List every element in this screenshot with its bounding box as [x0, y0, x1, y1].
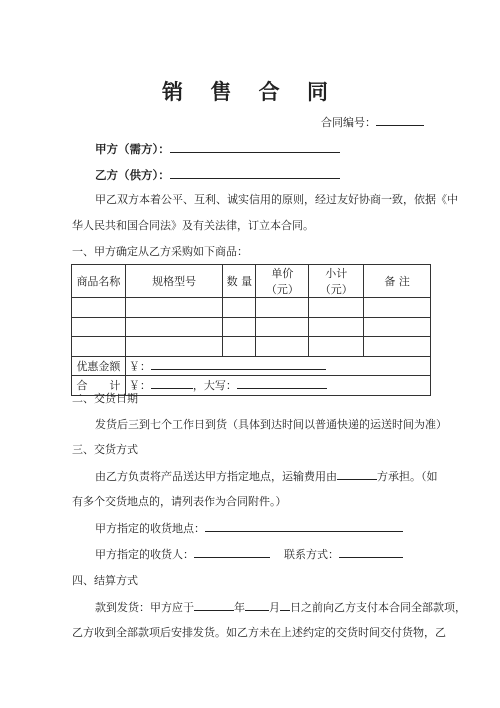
- header-product-name: 商品名称: [72, 265, 126, 298]
- section-3-line-2: 有多个交货地点的，请列表作为合同附件。）: [72, 495, 287, 508]
- total-label: 合 计: [72, 376, 126, 396]
- delivery-place-label: 甲方指定的收货地点：: [95, 522, 205, 535]
- document-title: 销 售 合 同: [162, 79, 338, 104]
- discount-prefix: ￥：: [128, 359, 151, 373]
- header-quantity: 数 量: [223, 265, 256, 298]
- total-value: [125, 376, 430, 396]
- section-4-title: 四、结算方式: [72, 574, 138, 587]
- contact-blank: [339, 545, 403, 558]
- total-prefix: ￥：: [128, 379, 151, 393]
- month-blank: [245, 598, 269, 611]
- discount-row: [72, 356, 431, 376]
- discount-value: [125, 356, 430, 376]
- party-b-line: [95, 166, 340, 183]
- intro-line-1: 甲乙双方本着公平、互利、诚实信用的原则，经过友好协商一致，依据《中: [95, 193, 458, 206]
- party-a-line: [95, 140, 340, 157]
- section-4-line-1: [95, 598, 466, 615]
- month-label: 月: [269, 601, 280, 614]
- section-2-text: 发货后三到七个工作日到货（具体到达时间以普通快递的运送时间为准）: [95, 418, 447, 431]
- discount-label: 优惠金额: [72, 356, 126, 376]
- section-4-line-2: 乙方收到全部款项后安排发货。如乙方未在上述约定的交货时间交付货物，乙: [72, 626, 446, 639]
- section-3-line-1: [95, 467, 438, 484]
- contract-number-blank: [376, 113, 424, 126]
- day-blank: [280, 598, 290, 611]
- receiver-label: 甲方指定的收货人：: [95, 548, 194, 561]
- total-number-blank: [151, 377, 193, 389]
- delivery-place-blank: [205, 519, 403, 532]
- section-2-title: 二、交货日期: [72, 392, 138, 405]
- receiver-line: [95, 545, 403, 562]
- header-unit-price: 单价（元）: [256, 265, 309, 298]
- party-b-blank: [170, 166, 340, 179]
- party-a-blank: [170, 140, 340, 153]
- receiver-blank: [194, 545, 270, 558]
- section-3-title: 三、交货方式: [72, 443, 138, 456]
- year-label: 年: [234, 601, 245, 614]
- section-3-text-b: 方承担。（如: [377, 470, 438, 483]
- discount-blank: [151, 358, 326, 370]
- contract-number: [321, 113, 424, 130]
- section-4-text-a: 款到发货：甲方应于: [95, 601, 194, 614]
- goods-table: [71, 264, 431, 396]
- table-row: [72, 337, 431, 357]
- header-model: 规格型号: [125, 265, 223, 298]
- delivery-place-line: [95, 519, 403, 536]
- contract-number-label: 合同编号：: [321, 116, 376, 129]
- party-b-label: 乙方（供方）：: [95, 168, 170, 182]
- section-4-text-b: 日之前向乙方支付本合同全部款项，: [290, 601, 466, 614]
- total-uppercase-label: ，大写：: [192, 379, 237, 393]
- contact-label: 联系方式：: [284, 548, 339, 561]
- section-1-title: 一、甲方确定从乙方采购如下商品：: [72, 245, 248, 258]
- table-row: [72, 298, 431, 318]
- intro-line-2: 华人民共和国合同法》及有关法律，订立本合同。: [72, 219, 314, 232]
- header-remark: 备 注: [364, 265, 431, 298]
- table-header-row: [72, 265, 431, 298]
- section-3-text-a: 由乙方负责将产品送达甲方指定地点，运输费用由: [95, 470, 337, 483]
- total-uppercase-blank: [237, 377, 327, 389]
- table-row: [72, 317, 431, 337]
- year-blank: [194, 598, 234, 611]
- freight-payer-blank: [337, 467, 377, 480]
- header-subtotal: 小计（元）: [309, 265, 364, 298]
- party-a-label: 甲方（需方）：: [95, 142, 170, 156]
